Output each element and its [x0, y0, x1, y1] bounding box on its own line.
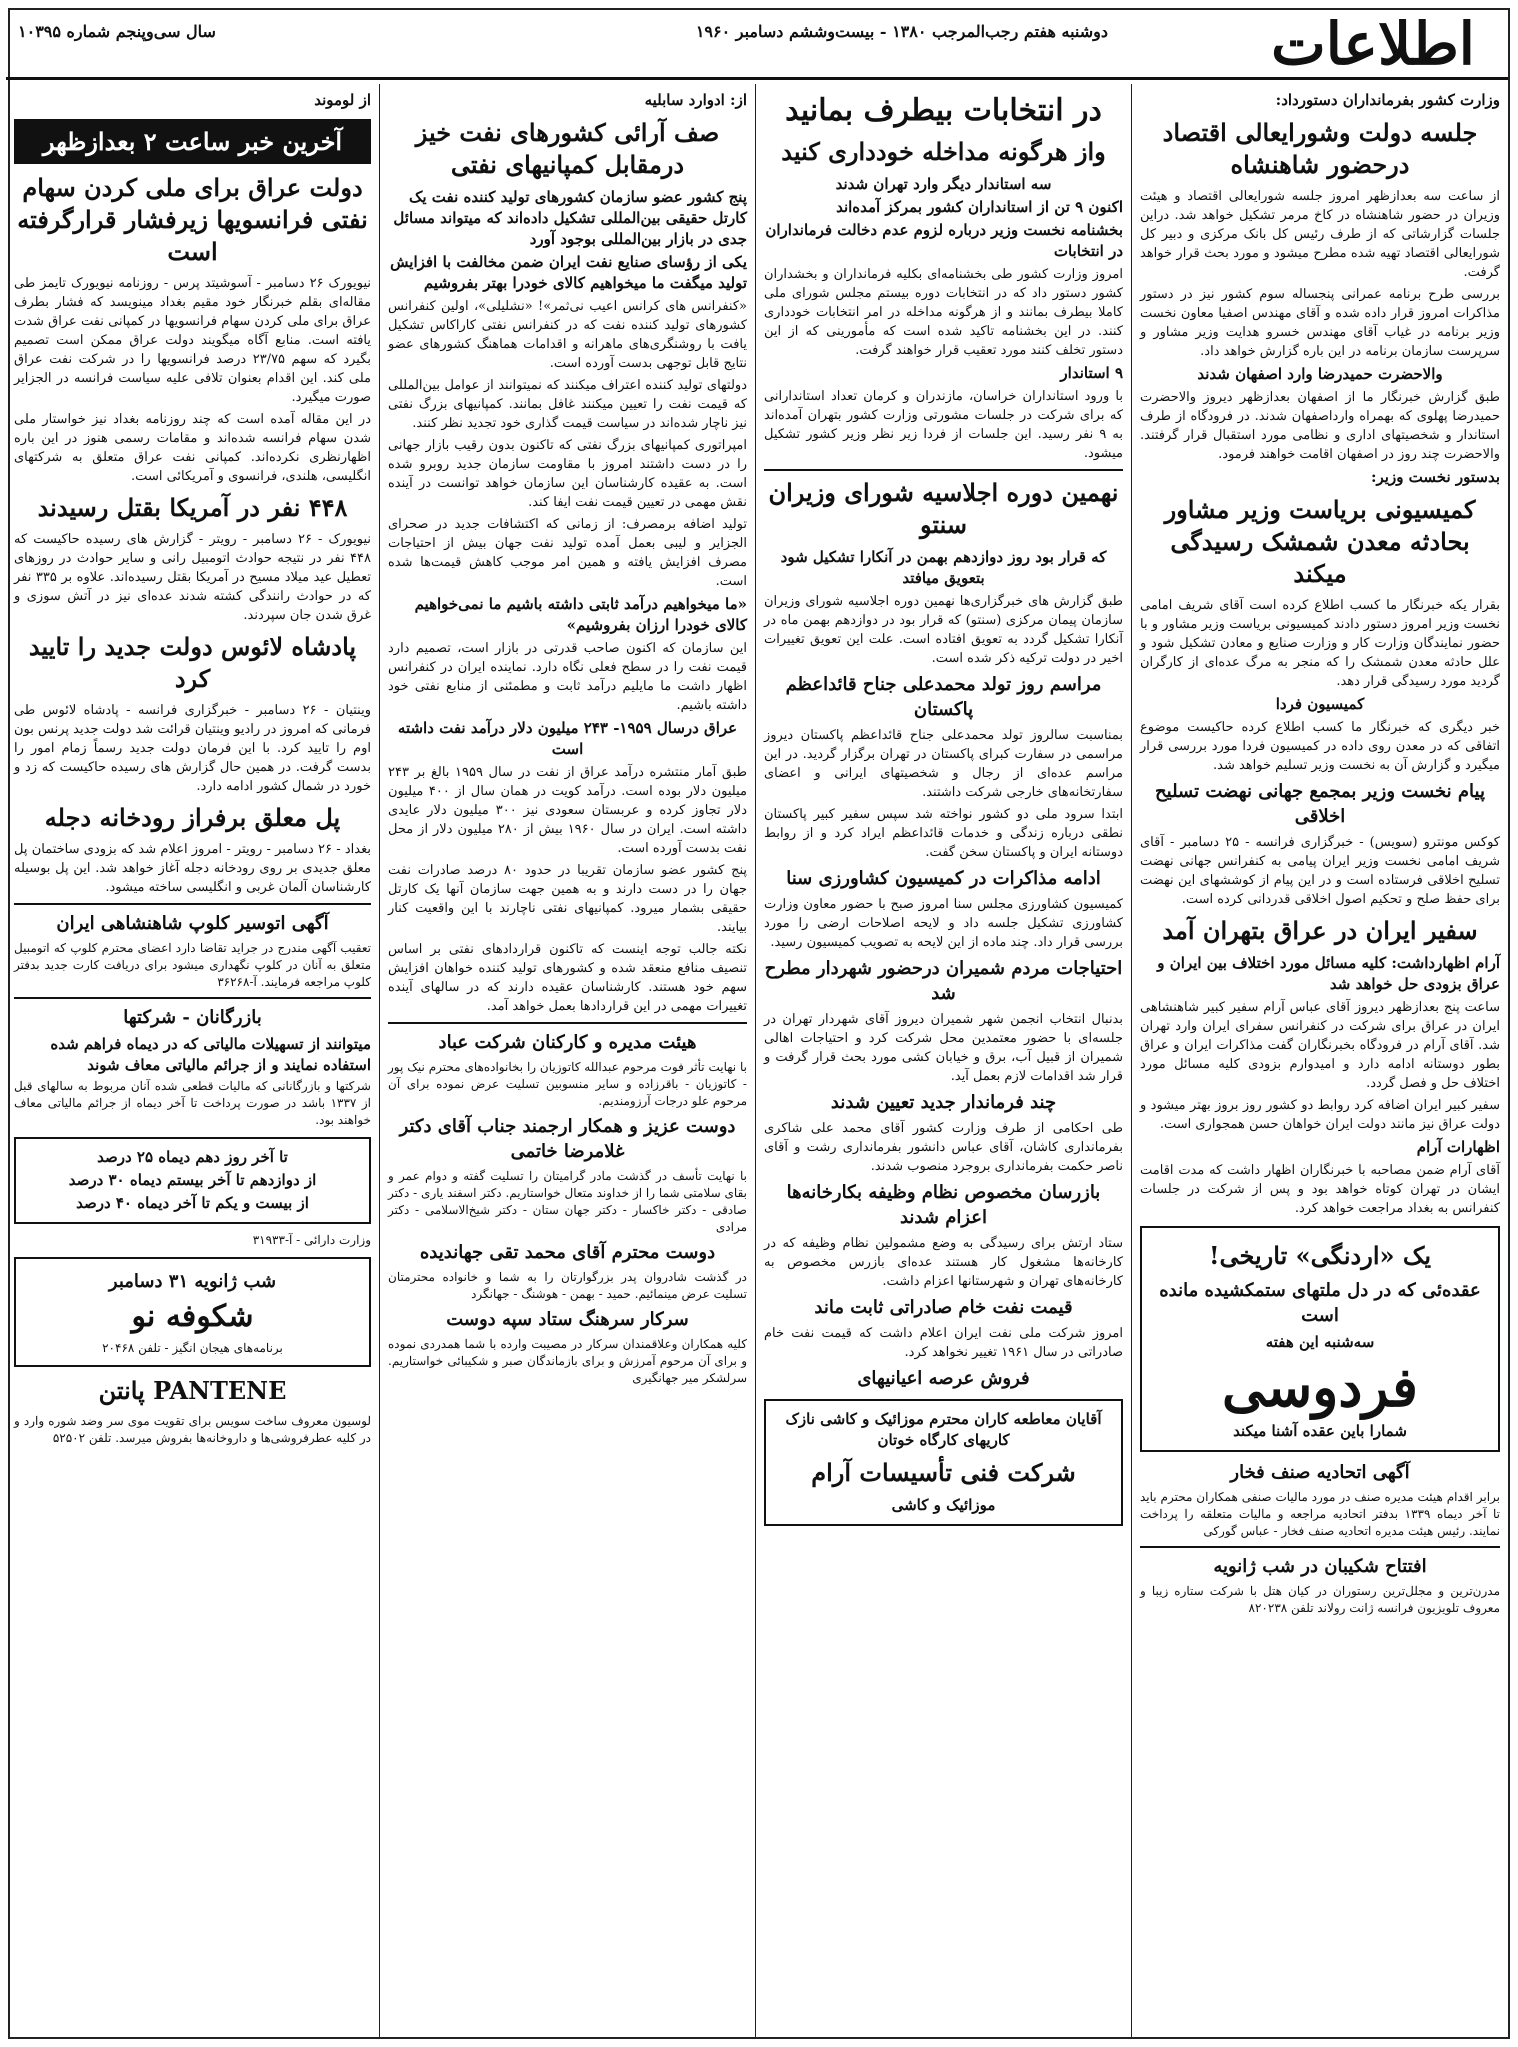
- strip-label: وزارت کشور بفرمانداران دستورداد:: [1275, 91, 1500, 109]
- divider: [764, 469, 1123, 471]
- ad-signature: وزارت دارائی - آ-۳۱۹۳۳: [252, 1233, 371, 1247]
- headline: احتیاجات مردم شمیران درحضور شهردار مطرح شد: [764, 958, 1123, 1004]
- divider: [14, 903, 371, 905]
- dateline: دوشنبه هفتم رجب‌المرجب ۱۳۸۰ - بیست‌وششم دسامبر ۱۹۶۰: [695, 22, 1108, 41]
- divider: [14, 997, 371, 999]
- article-paragraph: طبق آمار منتشره درآمد عراق از نفت در سال ۱۹۵۹ بالغ بر ۲۴۳ میلیون دلار بوده است. درآمد کویت در همان سال از ۴۰۰ میلیون دلار تجاوز کرده و عربستان سعودی نیز ۳۰۰ میلیون دلار عایدی داشته است. ایران در سال ۱۹۶۰ بیش از ۲۸۰ میلیون دلار از محل نفت بدست آورده است.: [388, 765, 747, 856]
- divider: [1140, 1546, 1500, 1548]
- article-paragraph: کمیسیون کشاورزی مجلس سنا امروز صبح با حضور معاون وزارت کشاورزی تشکیل جلسه داد و لایحه اصلاحات ارضی را مورد بررسی قرار داد. چند ماده از این لایحه به تصویب کمیسیون رسید.: [764, 897, 1123, 950]
- condolence-text: با نهایت تأسف در گذشت مادر گرامیتان را تسلیت گفته و دوام عمر و بقای سلامتی شما را از خداوند متعال خواستاریم. دکتر اسفند یاری - دکتر صادقی - دکتر خاکسار - دکتر جهان ستان - دکتر شیخ‌الاسلامی - دکتر مرادی: [388, 1169, 747, 1234]
- subheadline: کمیسیون فردا: [1275, 695, 1365, 713]
- article-paragraph: پنج کشور عضو سازمان تقریبا در حدود ۸۰ درصد صادرات نفت جهان را در دست دارند و به همین جهت سازمان آنها یک کارتل حقیقی بشمار میرود. کمپانیهای نفتی ناچارند با این واقعیت کنار بیایند.: [388, 863, 747, 935]
- newspaper-logo: اطلاعات: [1271, 10, 1475, 78]
- ferdowsi-ad: [1140, 1226, 1500, 1452]
- condolence-text: کلیه همکاران وعلاقمندان سرکار در مصیبت وارده با شما همدردی نموده و برای آن مرحوم آمرزش و برای بازماندگان صبر و شکیبائی خواستاریم. سرلشکر میر جهانگیری: [388, 1337, 747, 1385]
- article-paragraph: در این مقاله آمده است که چند روزنامه بغداد نیز خواستار ملی شدن سهام فرانسه شده‌اند و مقامات رسمی هنوز در این باره اظهارنظری نکرده‌اند. کمپانی نفت عراق متعلق به شرکتهای انگلیسی، هلندی، فرانسوی و آمریکائی است.: [14, 412, 371, 484]
- article-paragraph: بررسی طرح برنامه عمرانی پنجساله سوم کشور نیز در دستور مذاکرات امروز قرار داده شده و آقای مهندس اصفیا معاون نخست وزیر برنامه در غیاب آقای مهندس خسرو هدایت وزیر مشاور و سرپرست سازمان برنامه در این باره گزارش خواهد داد.: [1140, 287, 1500, 359]
- article-paragraph: نکته جالب توجه اینست که تاکنون قراردادهای نفتی بر اساس تنصیف منافع منعقد شده و کشورهای تولید کننده خواهان افزایش سهم خود هستند. کارشناسان عقیده دارند که در سالهای آینده تغییرات مهمی در این قراردادها بعمل خواهد آمد.: [388, 942, 747, 1014]
- ad-text: موزائیک و کاشی: [891, 1496, 996, 1514]
- ad-tagline: شمارا باین عقده آشنا میکند: [1233, 1422, 1407, 1440]
- subheadline: بخشنامه نخست وزیر درباره لزوم عدم دخالت فرمانداران در انتخابات: [765, 221, 1123, 260]
- article-paragraph: وینتیان - ۲۶ دسامبر - خبرگزاری فرانسه - پادشاه لائوس طی فرمانی که امروز در رادیو وینتیان قرائت شد دولت جدید پرنس بون اوم را تایید کرد. با این فرمان دولت جدید رسماً زمام امور را بدست گرفت. در همین حال گزارش های رسیده حاکیست که زد و خورد در شمال کشور ادامه دارد.: [14, 703, 371, 794]
- subheadline: سه استاندار دیگر وارد تهران شدند: [835, 175, 1052, 193]
- article-paragraph: آقای آرام ضمن مصاحبه با خبرنگاران اظهار داشت که مدت اقامت ایشان در تهران کوتاه خواهد بود و پس از شرکت در جلسات کنفرانس به بغداد مراجعت خواهد کرد.: [1140, 1163, 1500, 1216]
- headline: در انتخابات بیطرف بمانید: [785, 93, 1102, 128]
- headline: قیمت نفت خام صادراتی ثابت ماند: [814, 1297, 1073, 1318]
- tax-deadline-box: [14, 1137, 371, 1224]
- condolence-headline: هیئت مدیره و کارکنان شرکت عباد: [438, 1032, 697, 1053]
- deadline-line: از بیست و یکم تا آخر دیماه ۴۰ درصد: [76, 1194, 309, 1212]
- headline: جلسه دولت وشورایعالی اقتصاد درحضور شاهنشاه: [1162, 118, 1478, 179]
- article-paragraph: ساعت پنج بعدازظهر دیروز آقای عباس آرام سفیر کبیر شاهنشاهی ایران در عراق برای شرکت در کنفرانس سفرای ایران وارد تهران شد. آقای آرام در فرودگاه بخبرنگاران گفت مذاکرات ایران و عراق بطور دوستانه ادامه دارد و امیدوارم بزودی کلیه مسائل مورد اختلاف حل و فصل گردد.: [1140, 1000, 1500, 1091]
- article-paragraph: امروز وزارت کشور طی بخشنامه‌ای بکلیه فرمانداران و بخشداران کشور دستور داد که در انتخابات دوره بیستم مجلس شورای ملی کاملا بیطرف بمانند و از هرگونه مداخله در امر انتخابات خودداری کنند. در این بخشنامه تاکید شده است که مأمورینی که از این دستور تخلف کنند مورد تعقیب قرار خواهند گرفت.: [764, 267, 1123, 358]
- condolence-headline: سرکار سرهنگ ستاد سپه دوست: [446, 1309, 689, 1330]
- headline: پل معلق برفراز رودخانه دجله: [44, 803, 341, 832]
- headline: دولت عراق برای ملی کردن سهام نفتی فرانسویها زیرفشار قرارگرفته است: [17, 173, 368, 266]
- headline: بازرسان مخصوص نظام وظیفه بکارخانه‌ها اعزام شدند: [786, 1182, 1101, 1228]
- ad-headline: آگهی اتوسیر کلوپ شاهنشاهی ایران: [56, 913, 329, 934]
- headline: مراسم روز تولد محمدعلی جناح قائداعظم پاکستان: [785, 674, 1102, 720]
- pantene-ad-title: PANTENE پانتن: [98, 1376, 287, 1405]
- deadline-line: از دوازدهم تا آخر بیستم دیماه ۳۰ درصد: [68, 1171, 317, 1189]
- article-paragraph: بغداد - ۲۶ دسامبر - رویتر - امروز اعلام شد که بزودی ساختمان پل معلق جدیدی بر روی رودخانه دجله آغاز خواهد شد. این پل بوسیله کارشناسان آلمان غربی و انگلیسی ساخته میشود.: [14, 842, 371, 895]
- ad-text: مدرن‌ترین و مجلل‌ترین رستوران در کیان هتل با شرکت ستاره زیبا و معروف تلویزیون فرانسه ژانت رولاند تلفن ۸۲۰۲۳۸: [1140, 1584, 1500, 1615]
- subheadline: آرام اظهارداشت: کلیه مسائل مورد اختلاف بین ایران و عراق بزودی حل خواهد شد: [1157, 954, 1500, 993]
- subheadline: اظهارات آرام: [1416, 1138, 1500, 1156]
- newspaper-page: [8, 8, 1510, 2039]
- headline: واز هرگونه مداخله خودداری کنید: [781, 137, 1106, 166]
- headline: ۴۴۸ نفر در آمریکا بقتل رسیدند: [37, 493, 348, 522]
- issue-number: سال سی‌وپنجم شماره ۱۰۳۹۵: [18, 22, 216, 41]
- headline: پیام نخست وزیر بمجمع جهانی نهضت تسلیح اخلاقی: [1155, 781, 1485, 827]
- article-paragraph: طبق گزارش های خبرگزاری‌ها نهمین دوره اجلاسیه شورای وزیران سازمان پیمان مرکزی (سنتو) که قرار بود در دوازدهم بهمن ماه در آنکارا تشکیل گردد به تعویق افتاده است. علت این تعویق تغییرات اخیر در دولت ترکیه ذکر شده است.: [764, 594, 1123, 666]
- mosaic-ad: [764, 1399, 1123, 1526]
- ad-text: برنامه‌های هیجان انگیز - تلفن ۲۰۴۶۸: [102, 1341, 283, 1355]
- ad-headline: شب ژانویه ۳۱ دسامبر: [108, 1271, 277, 1292]
- article-paragraph: نیویورک ۲۶ دسامبر - آسوشیتد پرس - روزنامه نیویورک تایمز طی مقاله‌ای بقلم خبرنگار خود مقیم بغداد مینویسد که فشار بطرف عراق برای ملی کردن سهام فرانسویها در کمپانی نفت عراق شدت یافته است. منابع آگاه میگویند دولت عراق ممکن است تصمیم بگیرد که سهم ۲۳/۷۵ درصد فرانسویها را در شرکت نفت عراق ملی کند. این اقدام بعنوان تلافی علیه سیاست فرانسه در الجزایر صورت میگیرد.: [14, 276, 372, 405]
- headline: فروش عرصه اعیانیهای: [857, 1368, 1030, 1389]
- subheadline: بدستور نخست وزیر:: [1370, 468, 1500, 486]
- condolence-text: با نهایت تأثر فوت مرحوم عبدالله کاتوزیان را بخانواده‌های محترم نیک پور - کاتوزیان - باقرزاده و سایر منسوبین تسلیت عرض نموده برای آن مرحوم علو درجات آرزومندیم.: [388, 1060, 747, 1108]
- subheadline: که قرار بود روز دوازدهم بهمن در آنکارا تشکیل شود بتعویق میافتد: [780, 548, 1107, 587]
- ad-venue-name: شکوفه نو: [131, 1299, 254, 1334]
- article-paragraph: «کنفرانس های کرانس اعیب نی‌ثمر»! «نشلیلی»، اولین کنفرانس کشورهای تولید کننده نفت که در کنفرانس نفتی کاراکاس تشکیل یافت با روشنگری‌های ماهرانه و اقدامات هماهنگ کشورهای عضو نتایج قابل توجهی بدست آورده است.: [388, 299, 747, 371]
- article-paragraph: ابتدا سرود ملی دو کشور نواخته شد سپس سفیر کبیر پاکستان نطقی درباره زندگی و خدمات قائداعظم ایراد کرد و از روابط دوستانه ایران و پاکستان سخن گفت.: [764, 807, 1123, 860]
- ad-day: سه‌شنبه این هفته: [1265, 1333, 1375, 1351]
- ad-text: برابر اقدام هیئت مدیره صنف در مورد مالیات صنفی همکاران محترم باید تا آخر دیماه ۱۳۳۹ بدفتر اتحادیه مراجعه و مالیات متعلقه را پرداخت نمایند. رئیس هیئت مدیره اتحادیه صنف فخار - عباس گورکی: [1140, 1490, 1500, 1538]
- ad-text: آقایان معاطعه کاران محترم موزائیک و کاشی نازک کاریهای کارگاه خوتان: [785, 1410, 1102, 1449]
- article-paragraph: بقرار یکه خبرنگار ما کسب اطلاع کرده است آقای شریف امامی نخست وزیر امروز دستور دادند کمیسیونی بریاست وزیر مشاور و با حضور نمایندگان وزارت کار و وزارت صنایع و معادن تشکیل شود و علل حادثه معدن شمشک را که منجر به مرگ عده‌ای از کارگران گردید مورد رسیدگی قرار دهد.: [1140, 598, 1500, 689]
- ad-headline: یک «اردنگی» تاریخی!: [1208, 1241, 1432, 1270]
- article-paragraph: دولتهای تولید کننده اعتراف میکنند که نمیتوانند از عوامل بین‌المللی که قیمت نفت را تعیین میکنند غافل بمانند. کمپانیهای بزرگ نفتی نیز ناچار شده‌اند در سیاست قیمت گذاری خود تجدید نظر کنند.: [388, 378, 747, 431]
- column-2: [756, 84, 1131, 2039]
- subheadline: یکی از رؤسای صنایع نفت ایران ضمن مخالفت با افزایش تولید میگفت ما میخواهیم کالای خودرا بهتر بفروشیم: [390, 253, 747, 292]
- column-3: [380, 84, 755, 2039]
- article-paragraph: کوکس مونترو (سویس) - خبرگزاری فرانسه - ۲۵ دسامبر - آقای شریف امامی نخست وزیر ایران پیامی به کنفرانس جهانی نهضت تسلیح اخلاقی فرستاده است و در این پیام از کوششهای این نهضت برای حفظ صلح و تحکیم اصول اخلاقی قدردانی کرده است.: [1140, 835, 1500, 907]
- article-paragraph: از ساعت سه بعدازظهر امروز جلسه شورایعالی اقتصاد و هیئت وزیران در حضور شاهنشاه در کاخ مرمر تشکیل خواهد شد. دراین جلسات گزارشاتی که از طرف رئیس کل بانک مرکزی و دبیر کل شورایعالی اقتصاد تهیه شده مطرح میشود و مورد بحث قرار خواهد گرفت.: [1140, 189, 1500, 280]
- article-paragraph: طی احکامی از طرف وزارت کشور آقای محمد علی شاکری بفرمانداری کاشان، آقای عباس دانشور بفرمانداری رشت و آقای ناصر حکمت بفرمانداری بروجرد منصوب شدند.: [764, 1121, 1123, 1174]
- article-paragraph: طبق گزارش خبرنگار ما از اصفهان بعدازظهر دیروز والاحضرت حمیدرضا پهلوی که بهمراه وارداصفهان شدند. در فرودگاه از طرف استاندار و شخصیتهای اداری و نظامی مورد استقبال قرار گرفتند. والاحضرت چند روز در اصفهان اقامت خواهند فرمود.: [1140, 390, 1500, 462]
- ad-magazine-name: فردوسی: [1222, 1355, 1418, 1419]
- strip-label: از: ادوارد سابلیه: [644, 91, 747, 109]
- ad-headline: آگهی اتحادیه صنف فخار: [1230, 1462, 1410, 1483]
- strip-label: از لوموند: [314, 91, 371, 109]
- article-paragraph: با ورود استانداران خراسان، مازندران و کرمان تعداد استاندارانی که برای شرکت در جلسات مشورتی وزارت کشور بتهران آمده‌اند به ۹ نفر رسید. این جلسات از فردا زیر نظر وزیر کشور تشکیل میشود.: [764, 389, 1123, 461]
- ad-subheadline: میتوانند از تسهیلات مالیاتی که در دیماه فراهم شده استفاده نمایند و از جرائم مالیاتی معاف شوند: [50, 1035, 371, 1074]
- column-4: [6, 84, 379, 2039]
- headline: صف آرائی کشورهای نفت خیز درمقابل کمپانیهای نفتی: [415, 118, 720, 179]
- ad-subheadline: عقده‌ئی که در دل ملتهای ستمکشیده مانده است: [1159, 1280, 1481, 1326]
- headline: کمیسیونی بریاست وزیر مشاور بحادثه معدن شمشک رسیدگی میکند: [1164, 495, 1476, 588]
- latest-news-box: آخرین خبر ساعت ۲ بعدازظهر: [14, 119, 371, 164]
- article-paragraph: امپراتوری کمپانیهای بزرگ نفتی که تاکنون بدون رقیب بازار جهانی را در دست داشتند امروز با مقاومت سازمان جدید روبرو شده است. به عقیده کارشناسان این سازمان خواهد توانست در آینده نقش مهمی در تعیین قیمت نفت ایفا کند.: [388, 438, 747, 510]
- ad-headline: افتتاح شکیبان در شب ژانویه: [1213, 1556, 1427, 1577]
- subheadline: پنج کشور عضو سازمان کشورهای تولید کننده نفت یک کارتل حقیقی بین‌المللی تشکیل داده‌اند که میتواند مسائل جدی در بازار بین‌المللی بوجود آورد: [393, 188, 747, 248]
- article-paragraph: ستاد ارتش برای رسیدگی به وضع مشمولین نظام وظیفه که در کارخانه‌ها مشغول کار هستند عده‌ای بازرس مخصوص به کارخانه‌های تهران و شهرستانها اعزام داشت.: [764, 1236, 1123, 1289]
- ad-text: لوسیون معروف ساخت سویس برای تقویت موی سر وضد شوره وارد و در کلیه عطرفروشی‌ها و داروخانه‌ها بفروش میرسد. تلفن ۵۲۵۰۲: [14, 1414, 371, 1445]
- ad-text: تعقیب آگهی مندرج در جراید تقاضا دارد اعضای محترم کلوپ که اتومبیل متعلق به آنان در کلوپ نگهداری میشود برای دریافت کارت جدید بدفتر کلوپ مراجعه فرمایند. آ-۳۶۲۶۸: [14, 941, 371, 989]
- ad-company: شرکت فنی تأسیسات آرام: [811, 1458, 1076, 1487]
- divider: [388, 1022, 747, 1024]
- ad-text: شرکتها و بازرگانانی که مالیات قطعی شده آنان مربوط به سالهای قبل از ۱۳۳۷ باشد در صورت پرداخت تا آخر دیماه از جرائم مالیاتی معاف خواهند بود.: [14, 1079, 371, 1127]
- deadline-line: تا آخر روز دهم دیماه ۲۵ درصد: [97, 1148, 288, 1166]
- ad-headline: بازرگانان - شرکتها: [123, 1007, 262, 1028]
- subheadline: عراق درسال ۱۹۵۹- ۲۴۳ میلیون دلار درآمد نفت داشته است: [397, 719, 738, 758]
- article-paragraph: این سازمان که اکنون صاحب قدرتی در بازار است، تصمیم دارد قیمت نفت را در سطح فعلی نگاه دارد. نماینده ایران در کنفرانس اظهار داشت ما مایلیم درآمد ثابت و مطمئنی از منابع نفتی خود داشته باشیم.: [388, 641, 747, 713]
- headline: چند فرماندار جدید تعیین شدند: [830, 1092, 1057, 1113]
- subheadline: والاحضرت حمیدرضا وارد اصفهان شدند: [1197, 365, 1443, 383]
- masthead: [6, 10, 1508, 80]
- condolence-headline: دوست محترم آقای محمد تقی جهاندیده: [419, 1242, 716, 1263]
- shokoufeh-ad: [14, 1257, 371, 1367]
- subheadline: اکنون ۹ تن از استانداران کشور بمرکز آمده‌اند: [836, 198, 1123, 216]
- headline: ادامه مذاکرات در کمیسیون کشاورزی سنا: [786, 868, 1101, 889]
- subheadline: «ما میخواهیم درآمد ثابتی داشته باشیم ما نمی‌خواهیم کالای خودرا ارزان بفروشیم»: [414, 595, 747, 634]
- headline: نهمین دوره اجلاسیه شورای وزیران سنتو: [768, 478, 1119, 539]
- condolence-headline: دوست عزیز و همکار ارجمند جناب آقای دکتر غلامرضا خاتمی: [399, 1116, 736, 1162]
- headline: سفیر ایران در عراق بتهران آمد: [1162, 916, 1478, 945]
- condolence-text: در گذشت شادروان پدر بزرگوارتان را به شما و خانواده محترمتان تسلیت عرض مینمائیم. حمید - بهمن - هوشنگ - جهانگرد: [388, 1270, 747, 1301]
- headline: پادشاه لائوس دولت جدید را تایید کرد: [28, 632, 357, 693]
- subheadline: ۹ استاندار: [1060, 364, 1123, 382]
- article-paragraph: امروز شرکت ملی نفت ایران اعلام داشت که قیمت نفت خام صادراتی در سال ۱۹۶۱ تغییر نخواهد کرد.: [764, 1326, 1123, 1360]
- article-paragraph: نیویورک - ۲۶ دسامبر - رویتر - گزارش های رسیده حاکیست که ۴۴۸ نفر در نتیجه حوادث اتومبیل رانی و سایر حوادث در روزهای تعطیل عید میلاد مسیح در آمریکا بقتل رسیده‌اند. علاوه بر ۳۳۵ نفر که در حوادث رانندگی کشته شدند عده‌ای نیز در آتش سوزی و غرق شدن جان سپردند.: [14, 532, 371, 623]
- article-paragraph: بمناسبت سالروز تولد محمدعلی جناح قائداعظم پاکستان دیروز مراسمی در سفارت کبرای پاکستان در تهران برگزار گردید. در این مراسم عده‌ای از رجال و شخصیتهای ایرانی و اعضای سفارتخانه‌های خارجی شرکت داشتند.: [764, 728, 1123, 800]
- column-1: [1132, 84, 1508, 2039]
- article-paragraph: سفیر کبیر ایران اضافه کرد روابط دو کشور روز بروز بهتر میشود و دولت عراق نیز مانند دولت ایران خواهان حسن همجواری است.: [1140, 1098, 1500, 1132]
- article-paragraph: خبر دیگری که خبرنگار ما کسب اطلاع کرده حاکیست موضوع اتفاقی که در معدن روی داده در کمیسیون فردا مورد بررسی قرار میگیرد و گزارش آن به نخست وزیر تسلیم خواهد شد.: [1140, 720, 1500, 773]
- article-paragraph: بدنبال انتخاب انجمن شهر شمیران دیروز آقای شهردار تهران در جلسه‌ای با حضور معتمدین محل شرکت کرد و احتیاجات اهالی شمیران از قبیل آب، برق و خیابان کشی مورد بحث قرار گرفت و قرار شد اقدامات لازم بعمل آید.: [764, 1012, 1123, 1084]
- article-paragraph: تولید اضافه برمصرف: از زمانی که اکتشافات جدید در صحرای الجزایر و لیبی بعمل آمده تولید نفت جهان بیش از احتیاجات مصرف افزایش یافته و همین امر موجب کاهش قیمت‌ها شده است.: [388, 517, 747, 589]
